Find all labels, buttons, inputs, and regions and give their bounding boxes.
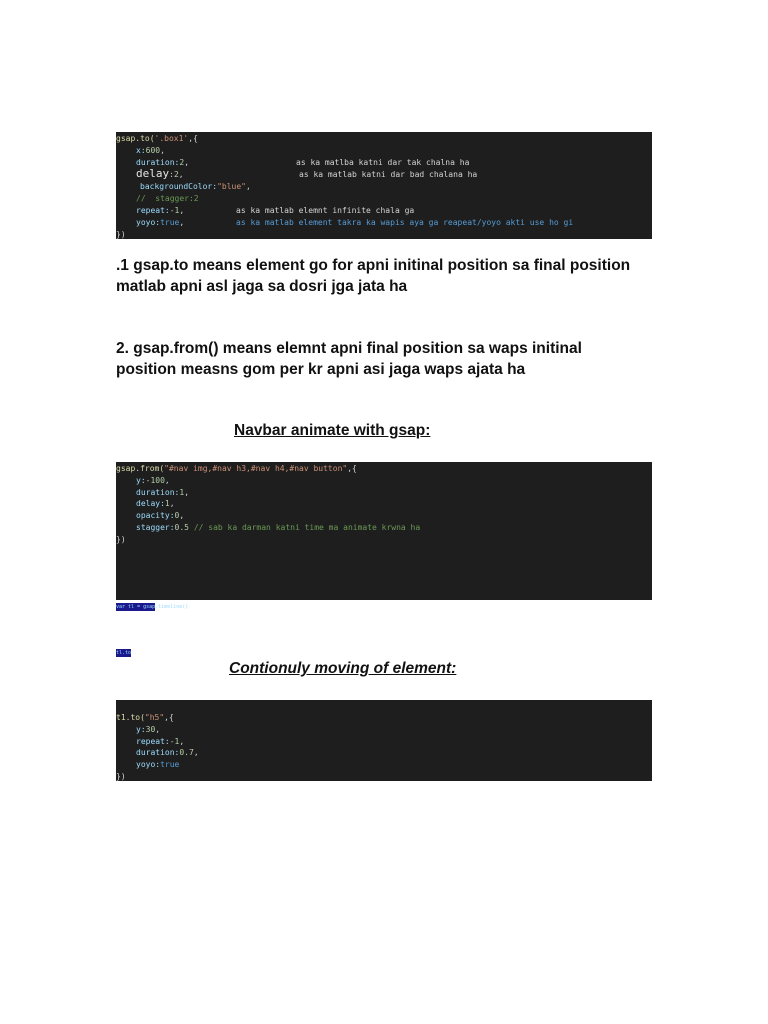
code-block-gsap-to: [116, 132, 652, 239]
section-heading-continuous: Contionuly moving of element:: [229, 660, 457, 677]
explanation-paragraph-2: 2. gsap.from() means elemnt apni final position sa waps initinal position measns gom per kr apni asi jaga waps ajata ha: [116, 340, 582, 378]
code-line: gsap.to('.box1',{: [116, 134, 198, 143]
code-line: x:600,: [136, 145, 165, 155]
code-line: backgroundColor:"blue",: [140, 182, 251, 192]
code-line: // stagger:2: [136, 194, 199, 204]
section-heading-navbar: Navbar animate with gsap:: [234, 422, 431, 439]
explanation-paragraph-1: .1 gsap.to means element go for apni initinal position sa final position matlab apni asl jaga sa dosri jga jata ha: [116, 257, 631, 295]
code-block-gsap-from: [116, 462, 652, 600]
code-line: duration:1,: [136, 487, 190, 497]
code-line: repeat:-1, as ka matlab elemnt infinite chala ga: [136, 205, 415, 215]
code-line: duration:2, as ka matlba katni dar tak chalna ha: [136, 157, 470, 167]
code-line: stagger:0.5 // sab ka darman katni time ma animate krwna ha: [136, 522, 421, 532]
code-comment-note: as ka matlab katni dar bad chalana ha: [299, 170, 478, 180]
code-line: }): [116, 534, 126, 544]
code-line: yoyo:true, as ka matlab element takra ka wapis aya ga reapeat/yoyo akti use ho gi: [136, 217, 574, 227]
code-line: repeat:-1,: [136, 736, 185, 746]
tl-to-snippet-chip: tl.to: [116, 650, 132, 656]
code-line: yoyo:true: [136, 760, 180, 770]
code-line: y:30,: [136, 724, 161, 734]
code-line: duration:0.7,: [136, 748, 199, 758]
code-line: }): [116, 229, 126, 239]
code-line: t1.to("h5",{: [116, 713, 174, 722]
code-comment-note: as ka matlba katni dar tak chalna ha: [296, 157, 470, 167]
code-line: opacity:0,: [136, 511, 185, 521]
code-line: delay:2, as ka matlab katni dar bad chalana ha: [136, 167, 478, 181]
code-block-timeline: [116, 700, 652, 781]
code-line: delay:1,: [136, 499, 175, 509]
code-comment-note: as ka matlab element takra ka wapis aya ga reapeat/yoyo akti use ho gi: [236, 217, 574, 227]
code-comment-note: as ka matlab elemnt infinite chala ga: [236, 205, 415, 215]
code-line: y:-100,: [136, 475, 170, 485]
timeline-snippet-chip: var tl = gsap.timeline(): [116, 604, 189, 610]
code-line: gsap.from("#nav img,#nav h3,#nav h4,#nav button",{: [116, 464, 357, 473]
code-line: }): [116, 771, 126, 781]
